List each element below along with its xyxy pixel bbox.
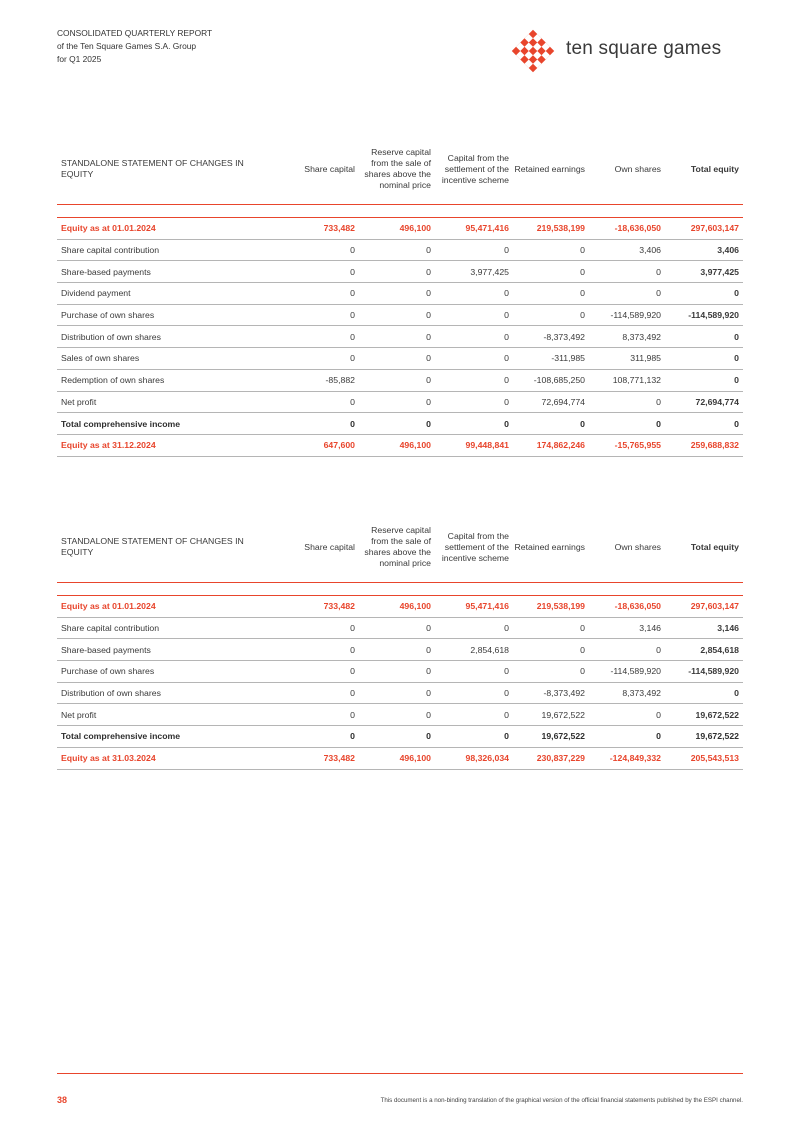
table-row (57, 283, 743, 305)
row-label: Sales of own shares (57, 348, 279, 370)
table-cell: 733,482 (279, 747, 359, 769)
table-header-row (57, 512, 743, 583)
table-row (57, 682, 743, 704)
table-cell: 297,603,147 (665, 596, 743, 618)
table-row (57, 218, 743, 240)
row-label: Share-based payments (57, 639, 279, 661)
table-cell: 0 (589, 704, 665, 726)
row-label: Share capital contribution (57, 617, 279, 639)
spacer-cell (359, 583, 435, 596)
ten-square-games-logo-icon (510, 28, 556, 74)
table-cell: 496,100 (359, 747, 435, 769)
report-header (57, 27, 212, 66)
table-cell: 0 (359, 348, 435, 370)
table-cell: 230,837,229 (513, 747, 589, 769)
table-cell: 0 (665, 369, 743, 391)
spacer-cell (665, 205, 743, 218)
table-cell: 0 (359, 261, 435, 283)
spacer-cell (57, 583, 279, 596)
spacer-cell (359, 205, 435, 218)
footer-disclaimer: This document is a non-binding translation of the graphical version of the official financial statements published by the ESPI channel. (380, 1097, 743, 1104)
table-cell: 19,672,522 (513, 726, 589, 748)
table-cell: 72,694,774 (513, 391, 589, 413)
spacer-cell (513, 583, 589, 596)
table-row (57, 726, 743, 748)
table-cell: 0 (435, 239, 513, 261)
table-cell: 0 (359, 617, 435, 639)
table-cell: 0 (435, 682, 513, 704)
row-label: Share-based payments (57, 261, 279, 283)
row-label: Distribution of own shares (57, 326, 279, 348)
table-cell: 0 (359, 661, 435, 683)
table-cell: 0 (279, 413, 359, 435)
table-cell: 0 (435, 391, 513, 413)
row-label: Distribution of own shares (57, 682, 279, 704)
table-row (57, 391, 743, 413)
table-row (57, 304, 743, 326)
table-cell: 8,373,492 (589, 326, 665, 348)
table-cell: 0 (279, 348, 359, 370)
table-cell: 3,977,425 (665, 261, 743, 283)
page-number: 38 (57, 1095, 68, 1105)
table-cell: -114,589,920 (665, 661, 743, 683)
table-cell: 0 (435, 348, 513, 370)
table-cell: -18,636,050 (589, 596, 665, 618)
table-cell: 0 (279, 639, 359, 661)
table-cell: 0 (279, 283, 359, 305)
header-reserve-capital: Reserve capital from the sale of shares above the nominal price (359, 134, 435, 205)
table-cell: -114,589,920 (665, 304, 743, 326)
table-row (57, 747, 743, 769)
table-cell: 219,538,199 (513, 218, 589, 240)
table-cell: 0 (665, 682, 743, 704)
table-cell: 0 (589, 639, 665, 661)
row-label: Net profit (57, 704, 279, 726)
header-own-shares: Own shares (589, 134, 665, 205)
table-cell: 496,100 (359, 218, 435, 240)
table-cell: 0 (513, 413, 589, 435)
table-cell: 0 (513, 639, 589, 661)
header-incentive-capital: Capital from the settlement of the incentive scheme (435, 134, 513, 205)
table-row (57, 596, 743, 618)
table-cell: 496,100 (359, 596, 435, 618)
table-cell: 0 (359, 239, 435, 261)
table-cell: 0 (589, 726, 665, 748)
spacer-cell (57, 205, 279, 218)
table-cell: 19,672,522 (513, 704, 589, 726)
table-cell: 0 (665, 283, 743, 305)
table-cell: 19,672,522 (665, 704, 743, 726)
equity-table-2024 (57, 134, 743, 457)
header-total-equity: Total equity (665, 134, 743, 205)
table-cell: 108,771,132 (589, 369, 665, 391)
equity-table-q1-2024 (57, 512, 743, 770)
table-cell: -15,765,955 (589, 434, 665, 456)
table-cell: 0 (359, 304, 435, 326)
table-cell: 733,482 (279, 218, 359, 240)
table-cell: -8,373,492 (513, 326, 589, 348)
table-cell: 0 (513, 661, 589, 683)
table-cell: 297,603,147 (665, 218, 743, 240)
table-cell: 311,985 (589, 348, 665, 370)
row-label: Equity as at 01.01.2024 (57, 596, 279, 618)
table-cell: 0 (359, 639, 435, 661)
table-cell: 19,672,522 (665, 726, 743, 748)
header-share-capital: Share capital (279, 134, 359, 205)
header-statement: STANDALONE STATEMENT OF CHANGES IN EQUITY (57, 512, 279, 583)
row-label: Equity as at 31.12.2024 (57, 434, 279, 456)
table-cell: 0 (279, 682, 359, 704)
table-body (57, 205, 743, 457)
header-retained-earnings: Retained earnings (513, 512, 589, 583)
company-logo (510, 28, 745, 74)
table-cell: 98,326,034 (435, 747, 513, 769)
table-cell: 0 (279, 326, 359, 348)
table-cell: 72,694,774 (665, 391, 743, 413)
spacer-cell (435, 205, 513, 218)
logo-text: ten square games (566, 38, 722, 59)
table-cell: 2,854,618 (435, 639, 513, 661)
spacer-cell (513, 205, 589, 218)
table-cell: 0 (359, 682, 435, 704)
spacer-cell (435, 583, 513, 596)
table-cell: 0 (435, 326, 513, 348)
table-cell: 8,373,492 (589, 682, 665, 704)
table-row (57, 239, 743, 261)
header-retained-earnings: Retained earnings (513, 134, 589, 205)
table-cell: 0 (435, 283, 513, 305)
table-cell: -311,985 (513, 348, 589, 370)
report-period: for Q1 2025 (57, 54, 102, 64)
header-incentive-capital: Capital from the settlement of the incentive scheme (435, 512, 513, 583)
table-cell: -114,589,920 (589, 661, 665, 683)
table-row (57, 348, 743, 370)
table-row (57, 413, 743, 435)
table-cell: 0 (279, 617, 359, 639)
table-cell: 0 (589, 391, 665, 413)
table-cell: -108,685,250 (513, 369, 589, 391)
header-own-shares: Own shares (589, 512, 665, 583)
spacer-cell (279, 583, 359, 596)
table-cell: 0 (359, 391, 435, 413)
table-cell: 0 (279, 239, 359, 261)
row-label: Purchase of own shares (57, 661, 279, 683)
table-row (57, 617, 743, 639)
table-cell: 0 (513, 283, 589, 305)
table-cell: 3,146 (665, 617, 743, 639)
table-cell: 0 (513, 617, 589, 639)
header-share-capital: Share capital (279, 512, 359, 583)
table-cell: 0 (279, 261, 359, 283)
table-cell: 3,146 (589, 617, 665, 639)
table-cell: 95,471,416 (435, 596, 513, 618)
report-subtitle: of the Ten Square Games S.A. Group (57, 41, 197, 51)
table-row (57, 326, 743, 348)
table-cell: -8,373,492 (513, 682, 589, 704)
table-cell: 0 (435, 617, 513, 639)
row-label: Net profit (57, 391, 279, 413)
table-cell: 0 (435, 369, 513, 391)
table-cell: 0 (665, 348, 743, 370)
header-spacer-row (57, 583, 743, 596)
spacer-cell (279, 205, 359, 218)
spacer-cell (665, 583, 743, 596)
table-cell: 174,862,246 (513, 434, 589, 456)
table-cell: 0 (279, 704, 359, 726)
header-statement: STANDALONE STATEMENT OF CHANGES IN EQUITY (57, 134, 279, 205)
table-cell: 3,406 (589, 239, 665, 261)
table-cell: 0 (359, 283, 435, 305)
table-cell: 0 (589, 283, 665, 305)
header-total-equity: Total equity (665, 512, 743, 583)
table-cell: 0 (435, 704, 513, 726)
table-cell: 0 (513, 304, 589, 326)
table-cell: 0 (279, 726, 359, 748)
table-cell: 0 (359, 369, 435, 391)
table-cell: 0 (359, 704, 435, 726)
table-cell: 0 (589, 261, 665, 283)
table-cell: 0 (513, 239, 589, 261)
row-label: Dividend payment (57, 283, 279, 305)
table-cell: 0 (279, 661, 359, 683)
row-label: Equity as at 01.01.2024 (57, 218, 279, 240)
table-cell: 733,482 (279, 596, 359, 618)
row-label: Share capital contribution (57, 239, 279, 261)
header-spacer-row (57, 205, 743, 218)
table-cell: 496,100 (359, 434, 435, 456)
table-cell: -18,636,050 (589, 218, 665, 240)
table-cell: -85,882 (279, 369, 359, 391)
table-cell: 0 (435, 726, 513, 748)
table-cell: 0 (435, 413, 513, 435)
table-cell: 3,406 (665, 239, 743, 261)
table-cell: 0 (513, 261, 589, 283)
table-cell: 0 (359, 326, 435, 348)
table-row (57, 661, 743, 683)
spacer-cell (589, 205, 665, 218)
table-body (57, 583, 743, 770)
row-label: Purchase of own shares (57, 304, 279, 326)
report-title: CONSOLIDATED QUARTERLY REPORT (57, 28, 213, 38)
table-row (57, 369, 743, 391)
table-cell: 259,688,832 (665, 434, 743, 456)
table-cell: 95,471,416 (435, 218, 513, 240)
row-label: Redemption of own shares (57, 369, 279, 391)
table-row (57, 639, 743, 661)
table-cell: 0 (435, 661, 513, 683)
header-reserve-capital: Reserve capital from the sale of shares above the nominal price (359, 512, 435, 583)
table-row (57, 704, 743, 726)
table-cell: 0 (279, 391, 359, 413)
table-cell: 99,448,841 (435, 434, 513, 456)
table-cell: 219,538,199 (513, 596, 589, 618)
row-label: Total comprehensive income (57, 726, 279, 748)
table-cell: 3,977,425 (435, 261, 513, 283)
table-cell: 0 (589, 413, 665, 435)
row-label: Equity as at 31.03.2024 (57, 747, 279, 769)
table-cell: 0 (279, 304, 359, 326)
table-cell: 0 (359, 413, 435, 435)
table-header-row (57, 134, 743, 205)
table-cell: 0 (359, 726, 435, 748)
table-row (57, 261, 743, 283)
table-cell: 2,854,618 (665, 639, 743, 661)
table-cell: -124,849,332 (589, 747, 665, 769)
footer-divider (57, 1073, 743, 1074)
row-label: Total comprehensive income (57, 413, 279, 435)
table-row (57, 434, 743, 456)
spacer-cell (589, 583, 665, 596)
table-cell: 647,600 (279, 434, 359, 456)
table-cell: -114,589,920 (589, 304, 665, 326)
table-cell: 205,543,513 (665, 747, 743, 769)
table-cell: 0 (435, 304, 513, 326)
table-cell: 0 (665, 326, 743, 348)
table-cell: 0 (665, 413, 743, 435)
